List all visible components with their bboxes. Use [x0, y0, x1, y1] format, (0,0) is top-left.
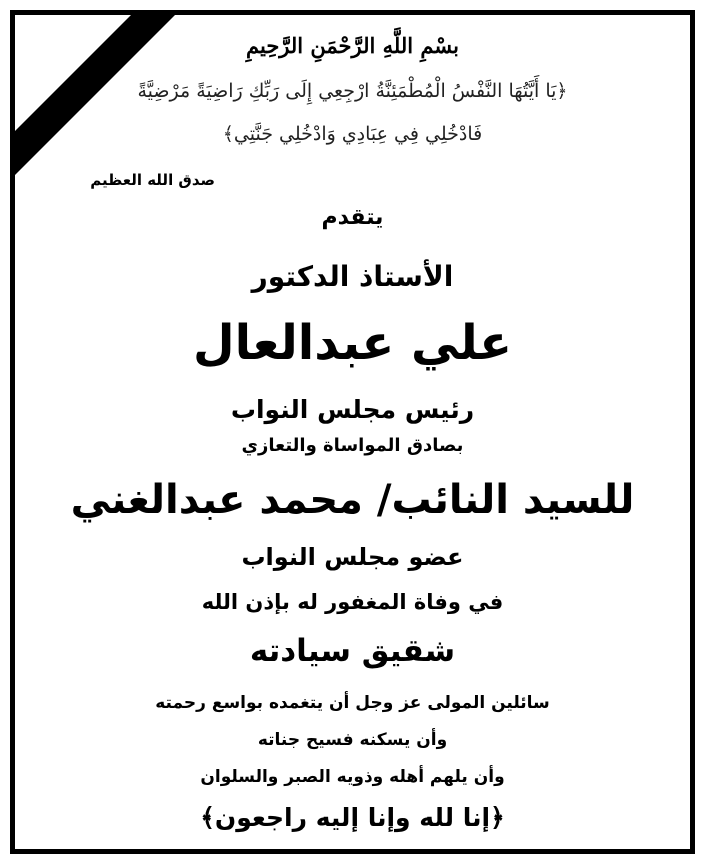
closing-verse: ﴿إنا لله وإنا إليه راجعون﴾ [200, 803, 505, 832]
sadaq-allah-text: صدق الله العظيم [90, 171, 215, 189]
recipient-name: للسيد النائب/ محمد عبدالغني [70, 477, 635, 523]
obituary-frame [10, 10, 695, 854]
basmala: بسْمِ اللَّهِ الرَّحْمَنِ الرَّحِيمِ [246, 33, 459, 58]
giver-position: رئيس مجلس النواب [230, 395, 475, 424]
prayer-line-3: وأن يلهم أهله وذويه الصبر والسلوان [200, 767, 505, 787]
giver-title: الأستاذ الدكتور [251, 260, 454, 293]
recipient-position: عضو مجلس النواب [241, 543, 464, 571]
prayer-line-2: وأن يسكنه فسيح جناته [257, 730, 448, 750]
presents-text: يتقدم [321, 205, 384, 230]
prayer-line-1: سائلين المولى عز وجل أن يتغمده بواسع رحمته [155, 693, 550, 713]
relation-text: شقيق سيادته [249, 633, 456, 669]
giver-name: علي عبدالعال [192, 315, 512, 371]
condolence-text: بصادق المواساة والتعازي [241, 435, 464, 456]
quran-verse-line-1: ﴿يَا أَيَّتُهَا النَّفْسُ الْمُطْمَئِنَّةُ ارْجِعِي إِلَى رَبِّكِ رَاضِيَةً مَرْضِيَّةً [137, 80, 568, 102]
quran-verse-line-2: فَادْخُلِي فِي عِبَادِي وَادْخُلِي جَنَّتِي﴾ [222, 123, 483, 145]
deceased-line: في وفاة المغفور له بإذن الله [201, 590, 504, 614]
